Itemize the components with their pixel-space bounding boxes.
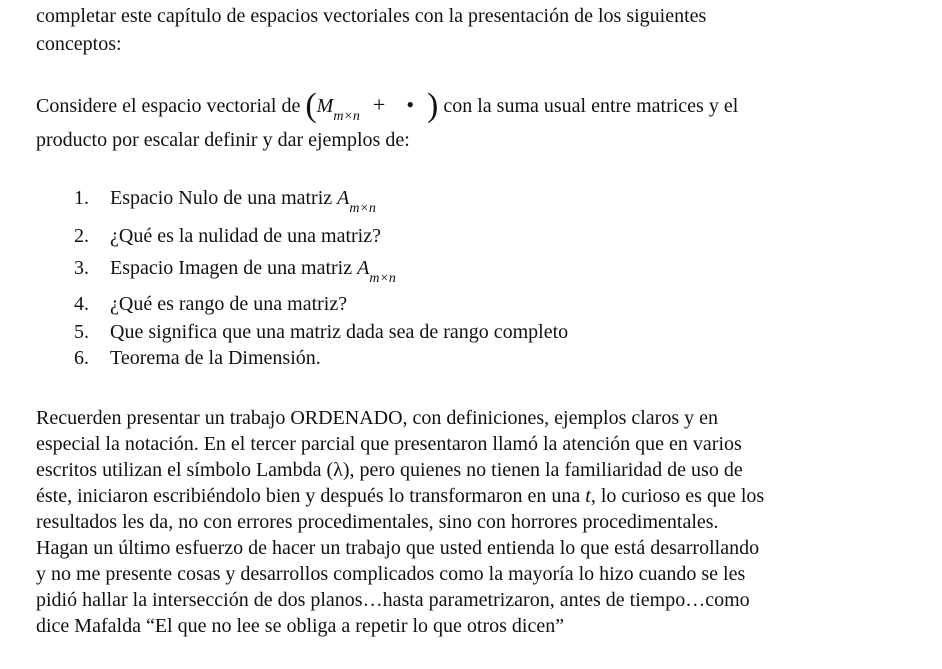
item-number: 3.	[74, 257, 89, 279]
closing-line-9	[36, 614, 564, 638]
item-subscript: m×n	[369, 271, 396, 286]
left-paren: (	[305, 87, 317, 124]
item-number: 2.	[74, 225, 89, 247]
closing-line-2	[36, 432, 742, 456]
closing-text-7: y no me presente cosas y desarrollos complicados como la mayoría lo hizo cuando se les	[36, 563, 746, 585]
statement-prefix: Considere el espacio vectorial de	[36, 95, 301, 117]
statement-line-2	[36, 128, 410, 152]
intro-text-1: completar este capítulo de espacios vectoriales con la presentación de los siguientes	[36, 5, 707, 27]
closing-text-5: resultados les da, no con errores procedimentales, sino con horrores procedimentales.	[36, 511, 719, 533]
list-item	[74, 186, 376, 216]
item-symbol: A	[337, 187, 350, 209]
item-text: Teorema de la Dimensión.	[110, 347, 321, 369]
closing-text-6: Hagan un último esfuerzo de hacer un trabajo que usted entienda lo que está desarrollando	[36, 537, 760, 559]
item-number: 4.	[74, 293, 89, 315]
space-subscript: m×n	[333, 109, 360, 124]
intro-line-2	[36, 32, 122, 56]
list-item	[74, 292, 347, 316]
item-text: ¿Qué es rango de una matriz?	[110, 293, 348, 315]
item-subscript: m×n	[349, 201, 376, 216]
list-item	[74, 256, 396, 286]
closing-text-2: especial la notación. En el tercer parcial que presentaron llamó la atención que en varios	[36, 433, 742, 455]
closing-symbol-t: t	[585, 485, 591, 507]
space-symbol: M	[316, 95, 334, 117]
closing-text-4a: éste, iniciaron escribiéndolo bien y después lo transformaron en una	[36, 485, 581, 507]
list-item	[74, 320, 568, 344]
closing-line-5	[36, 510, 719, 534]
item-text: Espacio Nulo de una matriz	[110, 187, 333, 209]
closing-line-4	[36, 484, 764, 508]
closing-text-1: Recuerden presentar un trabajo ORDENADO, con definiciones, ejemplos claros y en	[36, 407, 719, 429]
item-text: ¿Qué es la nulidad de una matriz?	[110, 225, 381, 247]
closing-text-4b: , lo curioso es que los	[590, 485, 765, 507]
intro-line-1	[36, 4, 706, 28]
item-number: 1.	[74, 187, 89, 209]
item-symbol: A	[357, 257, 370, 279]
closing-text-9: dice Mafalda “El que no lee se obliga a repetir lo que otros dicen”	[36, 615, 565, 637]
item-text: Espacio Imagen de una matriz	[110, 257, 353, 279]
item-number: 5.	[74, 321, 89, 343]
closing-line-6	[36, 536, 759, 560]
closing-line-7	[36, 562, 745, 586]
item-text: Que significa que una matriz dada sea de rango completo	[110, 321, 569, 343]
closing-line-1	[36, 406, 718, 430]
statement-text-2: producto por escalar definir y dar ejemplos de:	[36, 129, 410, 151]
closing-text-3: escritos utilizan el símbolo Lambda (λ), pero quienes no tienen la familiaridad de uso de	[36, 459, 743, 481]
closing-line-8	[36, 588, 750, 612]
statement-line-1	[36, 87, 739, 124]
closing-text-8: pidió hallar la intersección de dos planos…hasta parametrizaron, antes de tiempo…como	[36, 589, 750, 611]
list-item	[74, 346, 321, 370]
closing-line-3	[36, 458, 743, 482]
list-item	[74, 224, 381, 248]
intro-text-2: conceptos:	[36, 33, 122, 55]
right-paren: )	[427, 87, 439, 124]
dot-operator: •	[406, 92, 415, 117]
item-number: 6.	[74, 347, 89, 369]
plus-operator: +	[372, 92, 386, 117]
statement-suffix: con la suma usual entre matrices y el	[443, 95, 739, 117]
